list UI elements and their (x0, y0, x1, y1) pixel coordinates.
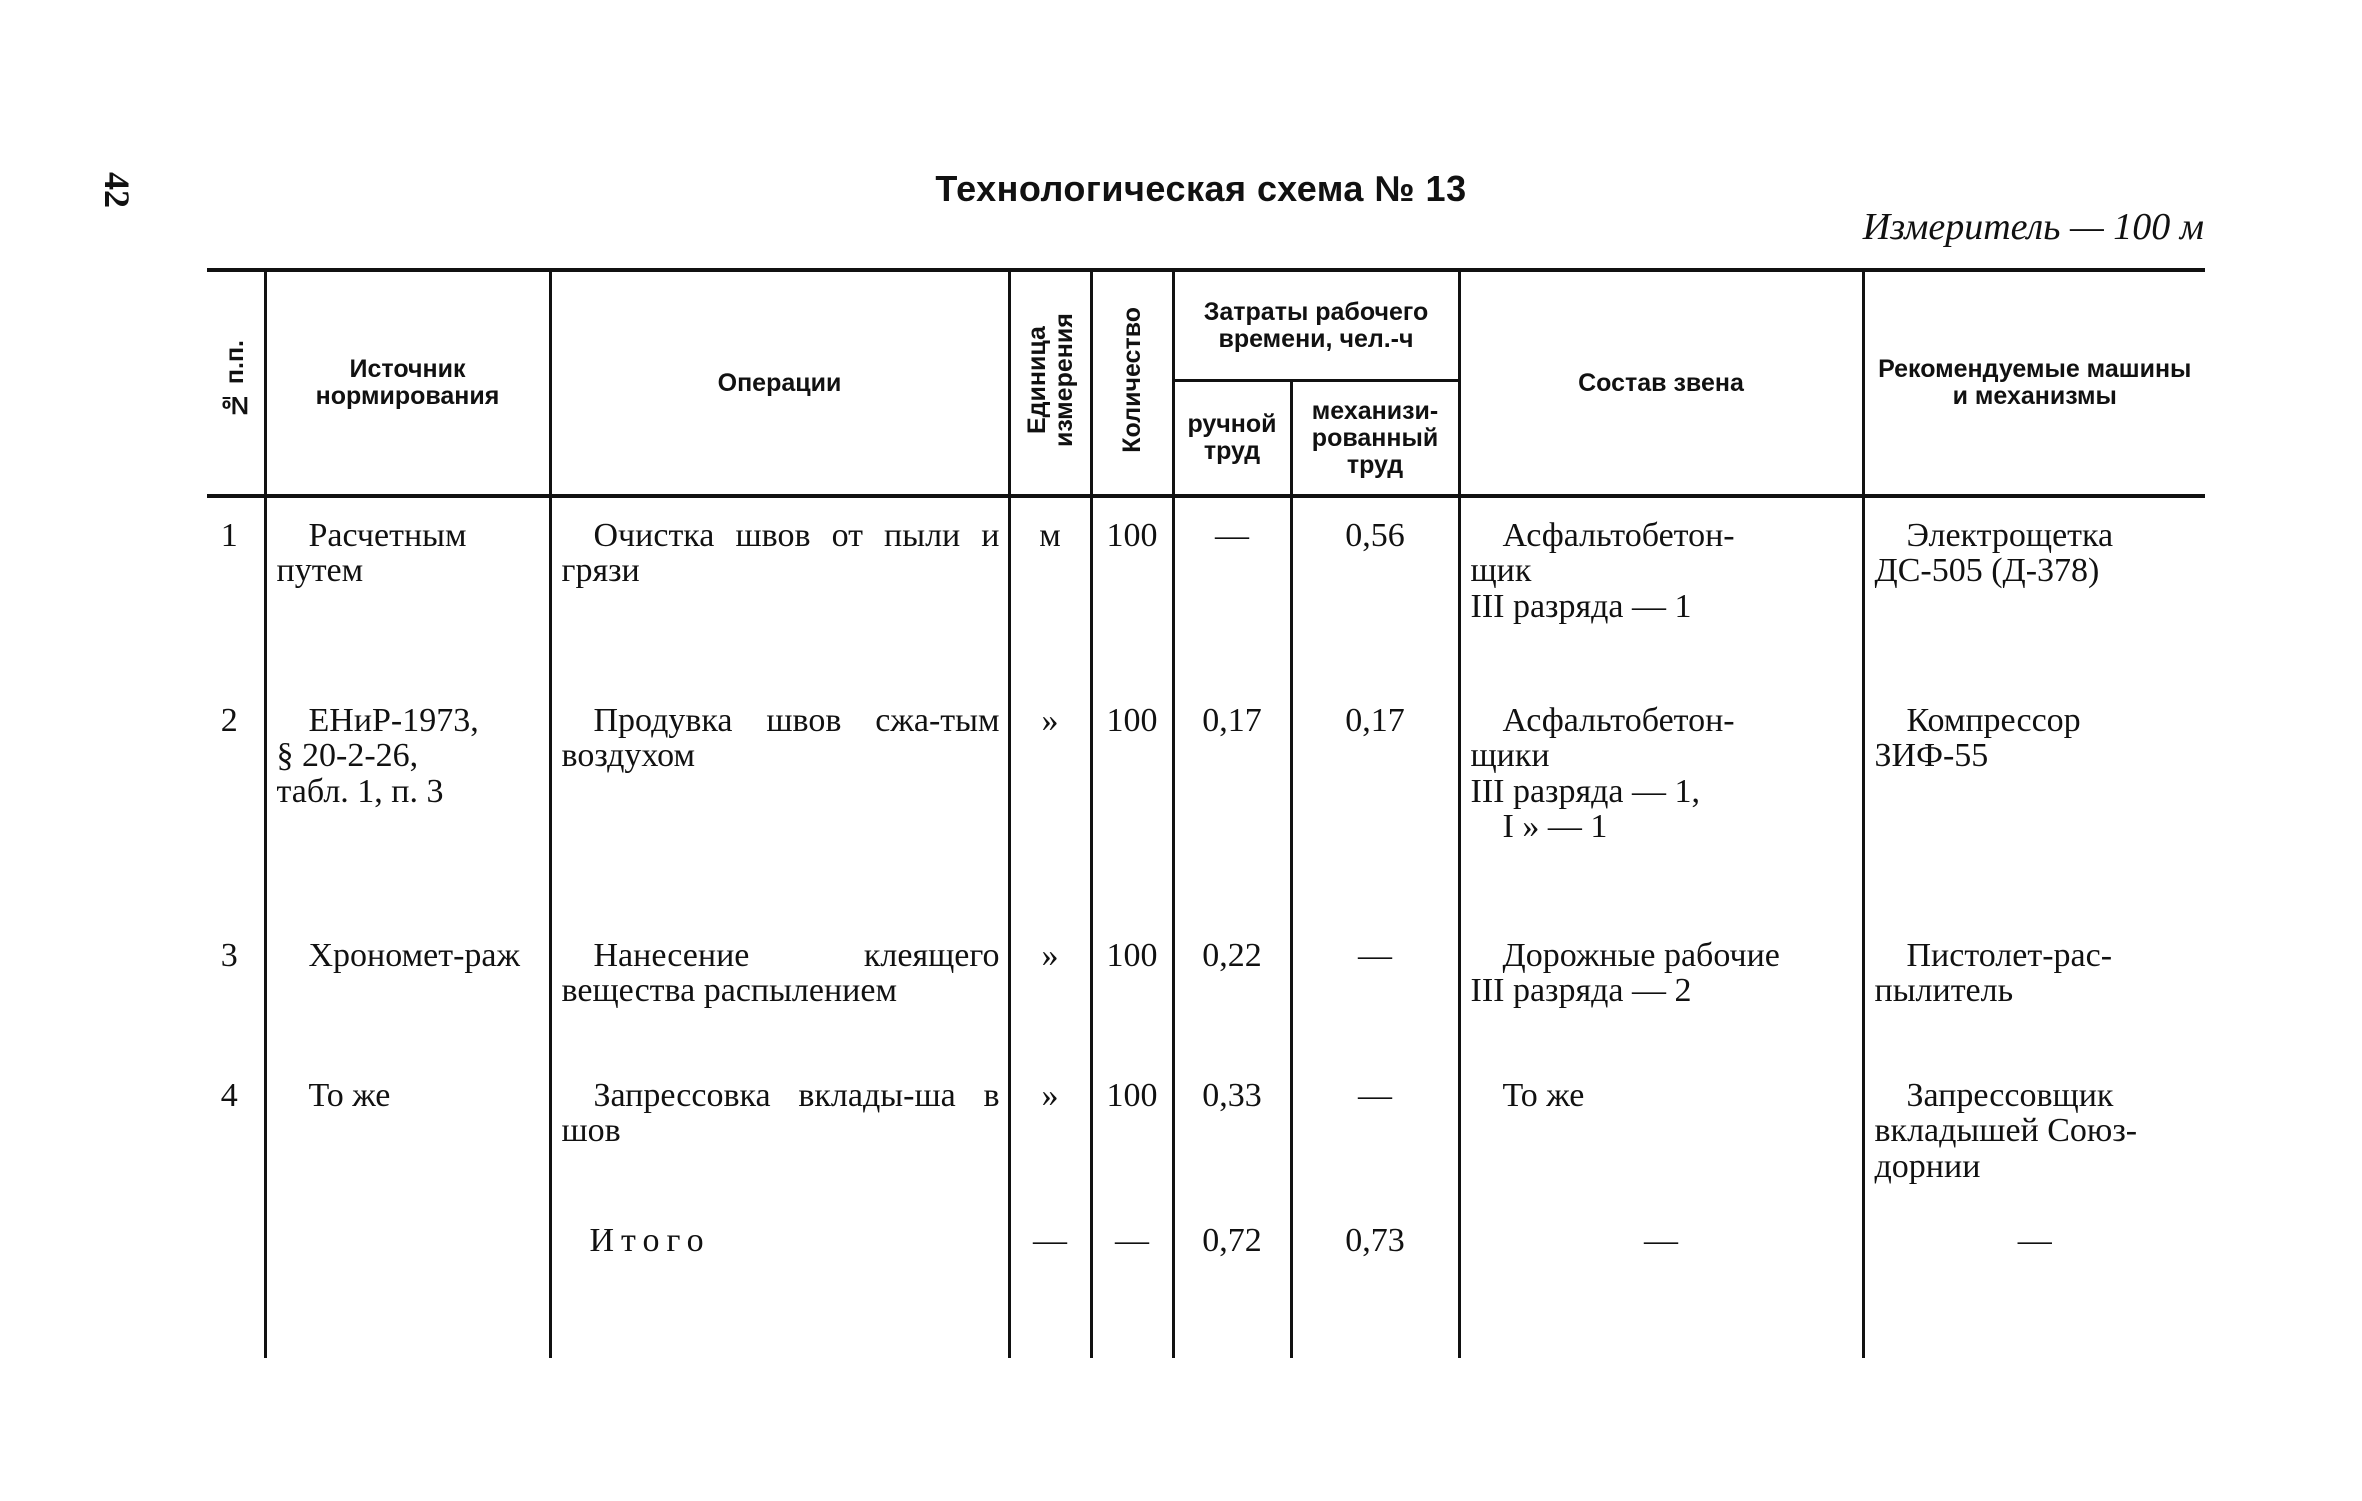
row-machine: Компрессор ЗИФ-55 (1863, 683, 2205, 918)
row-source: То же (265, 1058, 550, 1203)
row-crew: Асфальтобетон- щики III разряда — 1, I » — 1 (1459, 683, 1863, 918)
row-source: Хрономет-раж (265, 918, 550, 1058)
table-row (207, 1058, 2205, 1203)
row-mech: — (1291, 1058, 1459, 1203)
row-qty: 100 (1091, 1058, 1173, 1203)
row-source: ЕНиР-1973, § 20-2-26, табл. 1, п. 3 (265, 683, 550, 918)
page-number: 42 (97, 172, 137, 208)
total-unit: — (1009, 1203, 1091, 1358)
row-mech: 0,17 (1291, 683, 1459, 918)
header-source: Источник нормирования (265, 270, 550, 496)
row-manual: — (1173, 496, 1291, 683)
header-machines: Рекомендуемые машины и механизмы (1863, 270, 2205, 496)
table-row (207, 918, 2205, 1058)
row-num: 1 (207, 496, 265, 683)
row-qty: 100 (1091, 918, 1173, 1058)
table-row (207, 496, 2205, 683)
row-unit: м (1009, 496, 1091, 683)
header-crew: Состав звена (1459, 270, 1863, 496)
row-operation: Продувка швов сжа-тым воздухом (550, 683, 1009, 918)
row-operation: Нанесение клеящего вещества распылением (550, 918, 1009, 1058)
row-manual: 0,17 (1173, 683, 1291, 918)
row-source: Расчетным путем (265, 496, 550, 683)
header-mechanized: механизи-рованный труд (1291, 381, 1459, 497)
row-crew: Дорожные рабочие III разряда — 2 (1459, 918, 1863, 1058)
row-mech: — (1291, 918, 1459, 1058)
total-manual: 0,72 (1173, 1203, 1291, 1358)
row-operation: Запрессовка вклады-ша в шов (550, 1058, 1009, 1203)
header-quantity: Количество (1091, 270, 1173, 496)
row-unit: » (1009, 683, 1091, 918)
total-source (265, 1203, 550, 1358)
row-qty: 100 (1091, 683, 1173, 918)
row-crew: Асфальтобетон- щик III разряда — 1 (1459, 496, 1863, 683)
row-num: 3 (207, 918, 265, 1058)
technology-table (207, 268, 2205, 1358)
row-machine: Электрощетка ДС-505 (Д-378) (1863, 496, 2205, 683)
row-unit: » (1009, 918, 1091, 1058)
header-labor: Затраты рабочего времени, чел.-ч (1173, 270, 1459, 381)
row-qty: 100 (1091, 496, 1173, 683)
row-num: 4 (207, 1058, 265, 1203)
table-row (207, 683, 2205, 918)
header-num: № п.п. (207, 270, 265, 496)
row-manual: 0,22 (1173, 918, 1291, 1058)
total-machine: — (1863, 1203, 2205, 1358)
total-qty: — (1091, 1203, 1173, 1358)
row-mech: 0,56 (1291, 496, 1459, 683)
title-text: Технологическая схема № 13 (935, 168, 1467, 209)
row-crew: То же (1459, 1058, 1863, 1203)
row-unit: » (1009, 1058, 1091, 1203)
total-num (207, 1203, 265, 1358)
row-machine: Запрессовщик вкладышей Союз- дорнии (1863, 1058, 2205, 1203)
row-num: 2 (207, 683, 265, 918)
total-mech: 0,73 (1291, 1203, 1459, 1358)
page-title (0, 168, 2362, 210)
row-machine: Пистолет-рас- пылитель (1863, 918, 2205, 1058)
row-operation: Очистка швов от пыли и грязи (550, 496, 1009, 683)
measure-unit: Измеритель — 100 м (1862, 206, 2204, 248)
header-operations: Операции (550, 270, 1009, 496)
total-row (207, 1203, 2205, 1358)
total-crew: — (1459, 1203, 1863, 1358)
header-unit: Единица измерения (1009, 270, 1091, 496)
total-label: Итого (550, 1203, 1009, 1358)
header-manual: ручной труд (1173, 381, 1291, 497)
row-manual: 0,33 (1173, 1058, 1291, 1203)
